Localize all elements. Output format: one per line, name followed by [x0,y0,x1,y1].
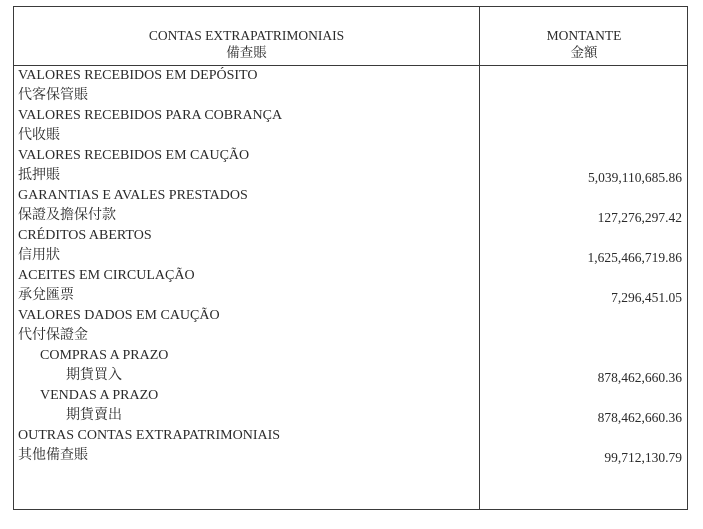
table-row [14,226,687,246]
table-row [14,306,687,326]
row-label: COMPRAS A PRAZO [40,348,169,363]
row-label: ACEITES EM CIRCULAÇÃO [18,268,195,283]
row-label: VALORES RECEBIDOS PARA COBRANÇA [18,108,283,123]
row-label: VALORES RECEBIDOS EM DEPÓSITO [18,68,258,83]
row-label: 期貨買入 [66,368,122,383]
header-accounts-pt: CONTAS EXTRAPATRIMONIAIS [148,28,345,43]
row-label: GARANTIAS E AVALES PRESTADOS [18,188,248,203]
table-row [14,246,687,266]
row-label: VALORES RECEBIDOS EM CAUÇÃO [18,148,250,163]
header-amount-zh: 金額 [570,45,598,60]
header-amount-pt: MONTANTE [546,28,622,43]
row-amount: 878,462,660.36 [597,370,682,385]
table-row [14,86,687,106]
header-accounts-zh: 備查賬 [226,45,267,60]
row-label: OUTRAS CONTAS EXTRAPATRIMONIAIS [18,428,281,443]
row-label: 代客保管賬 [18,88,88,103]
table-row [14,326,687,346]
row-label: VENDAS A PRAZO [40,388,159,403]
row-label: 其他備查賬 [18,448,88,463]
row-amount: 878,462,660.36 [597,410,682,425]
row-amount: 1,625,466,719.86 [587,250,682,265]
table-row [14,406,687,426]
row-label: VALORES DADOS EM CAUÇÃO [18,308,220,323]
row-label: 保證及擔保付款 [18,208,116,223]
table-row [14,166,687,186]
table-row [14,146,687,166]
table-row [14,106,687,126]
table-row [14,186,687,206]
table-row [14,286,687,306]
row-label: 代付保證金 [18,328,88,343]
table-row [14,346,687,366]
row-amount: 5,039,110,685.86 [588,170,682,185]
row-label: CRÉDITOS ABERTOS [18,228,152,243]
table-row [14,426,687,446]
table-row [14,386,687,406]
row-amount: 7,296,451.05 [611,290,682,305]
table-row [14,126,687,146]
table-row [14,366,687,386]
row-label: 信用狀 [18,248,60,263]
header-amount [480,27,688,61]
table-row [14,66,687,86]
row-label: 抵押賬 [18,168,60,183]
row-label: 期貨賣出 [66,408,122,423]
table-row [14,446,687,466]
table-row [14,266,687,286]
table-row [14,206,687,226]
off-balance-sheet-table [13,6,688,510]
row-amount: 127,276,297.42 [597,210,682,225]
row-amount: 99,712,130.79 [604,450,682,465]
header-accounts [14,27,479,61]
row-label: 代收賬 [18,128,60,143]
row-label: 承兌匯票 [18,288,74,303]
